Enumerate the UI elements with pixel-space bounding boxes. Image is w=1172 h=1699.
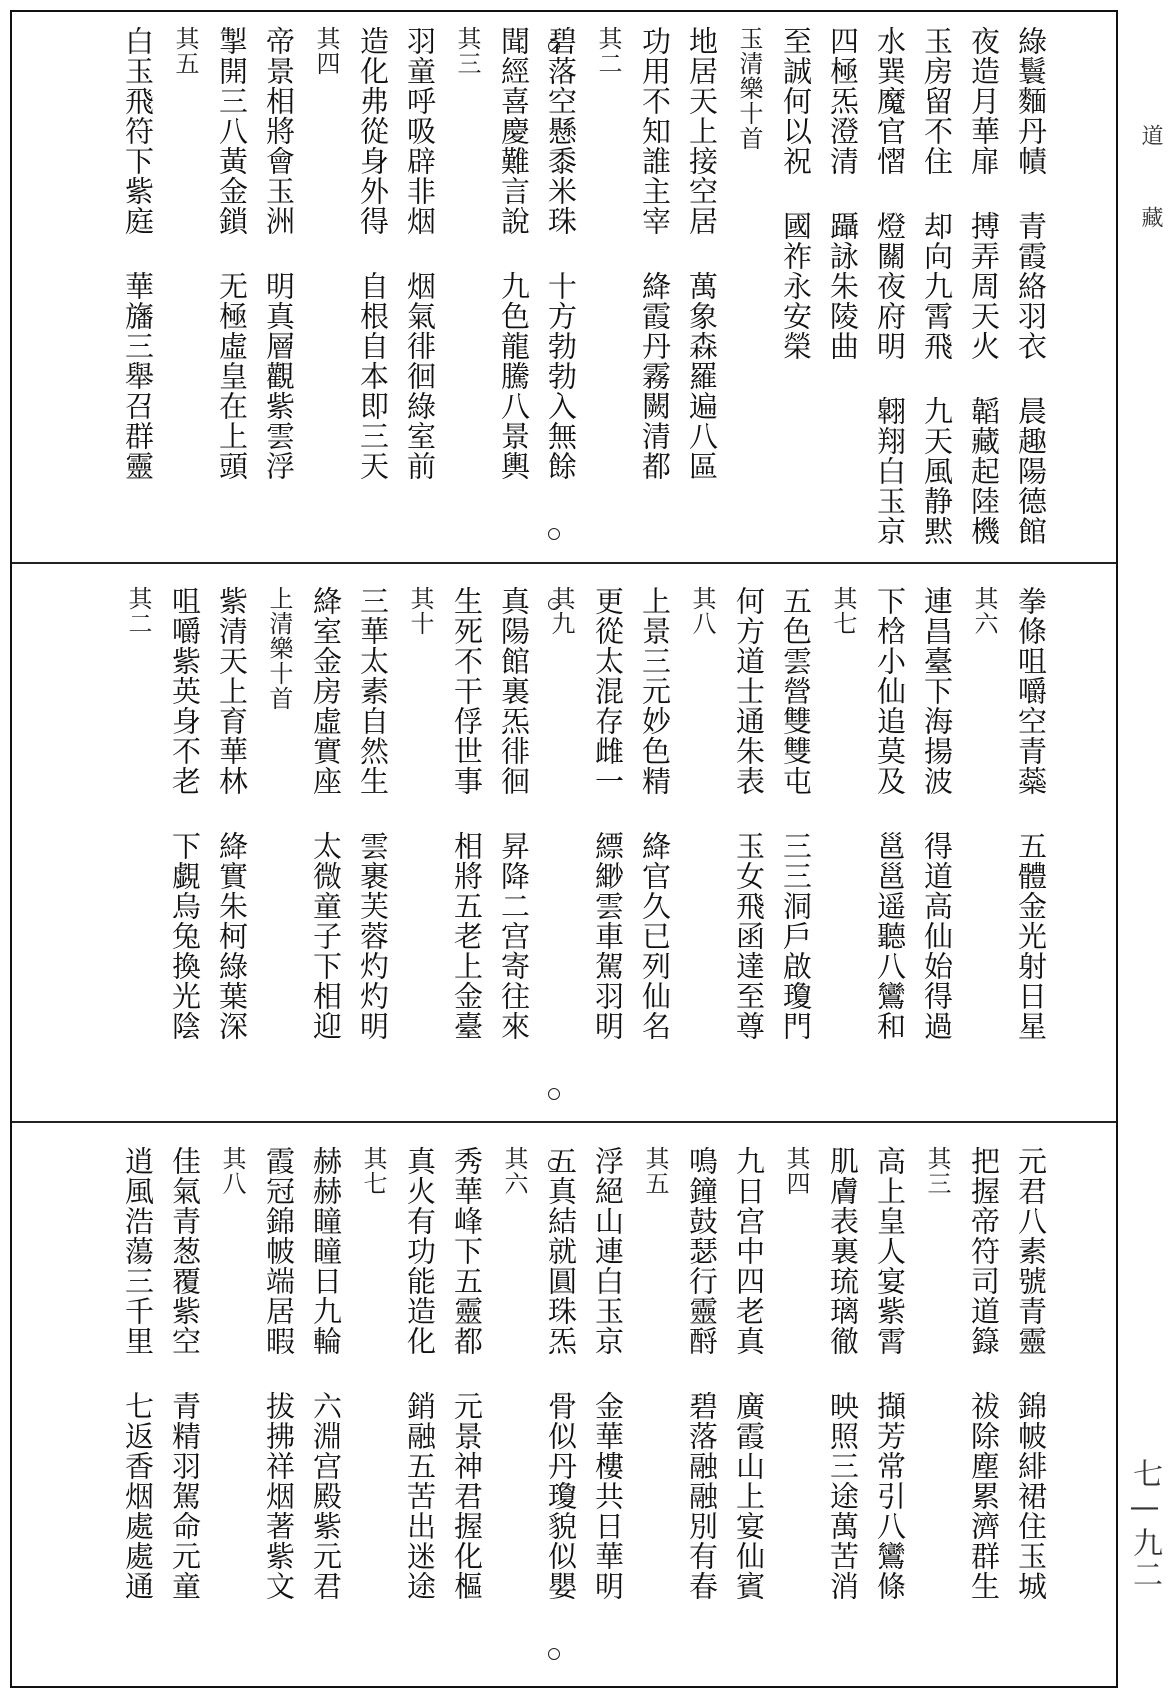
text-column: 把握帝符司道籙 祓除塵累濟群生 [967, 1146, 1001, 1601]
poem-heading: 其四 [782, 1146, 810, 1196]
text-column: 佳氣青葱覆紫空 青精羽駕命元童 [168, 1146, 202, 1601]
text-column: 上景三元妙色精 絳官久已列仙名 [638, 586, 672, 1041]
poem-heading: 其八 [218, 1146, 246, 1196]
text-column: 真火有功能造化 銷融五苦出迷途 [403, 1146, 437, 1601]
text-panel-top [60, 26, 1050, 546]
text-column: 至誠何以祝 國祚永安榮 [779, 26, 813, 361]
register-divider [12, 562, 1116, 564]
text-column: 咀嚼紫英身不老 下覷烏兔換光陰 [168, 586, 202, 1041]
text-column: 逍風浩蕩三千里 七返香烟處處通 [121, 1146, 155, 1601]
poem-heading: 其七 [359, 1146, 387, 1196]
text-column: 玉房留不住 却向九霄飛 九天風静黙 [920, 26, 954, 546]
poem-heading: 其四 [312, 26, 340, 76]
text-column: 霞冠錦帔端居暇 拔拂祥烟著紫文 [262, 1146, 296, 1601]
poem-heading: 玉清樂十首 [735, 26, 763, 151]
poem-heading: 其五 [641, 1146, 669, 1196]
text-column: 夜造月華扉 搏弄周天火 韜藏起陸機 [967, 26, 1001, 546]
text-column: 帝景相將會玉洲 明真層觀紫雲浮 [262, 26, 296, 481]
text-panel-middle [60, 586, 1050, 1106]
text-column: 浮絕山連白玉京 金華樓共日華明 [591, 1146, 625, 1601]
poem-heading: 其六 [500, 1146, 528, 1196]
page-number: 七—九二 [1127, 1458, 1162, 1591]
text-panel-bottom [60, 1146, 1050, 1666]
text-column: 功用不知誰主宰 絳霞丹霧闕清都 [638, 26, 672, 481]
text-column: 下梒小仙追莫及 邕邕遥聽八鸞和 [873, 586, 907, 1041]
text-column: 高上皇人宴紫霄 擷芳常引八鸞條 [873, 1146, 907, 1601]
text-column: 三華太素自然生 雲裹芙蓉灼灼明 [356, 586, 390, 1041]
poem-heading: 其八 [688, 586, 716, 636]
poem-heading: 其五 [171, 26, 199, 76]
text-column: 赫赫瞳瞳日九輪 六淵宫殿紫元君 [309, 1146, 343, 1601]
text-column: 五色雲營雙雙屯 三三洞戶啟瓊門 [779, 586, 813, 1041]
text-column: 碧落空懸黍米珠 十方勃勃入無餘 [544, 26, 578, 481]
poem-heading: 其七 [829, 586, 857, 636]
poem-heading: 上清樂十首 [265, 586, 293, 711]
text-column: 紫清天上育華林 絳實朱柯綠葉深 [215, 586, 249, 1041]
text-column: 真陽館裏炁徘徊 昇降二宫寄往來 [497, 586, 531, 1041]
text-column: 羽童呼吸辟非烟 烟氣徘徊綠室前 [403, 26, 437, 481]
text-column: 更從太混存雌一 縹緲雲車駕羽明 [591, 586, 625, 1041]
register-divider [12, 1121, 1116, 1123]
text-column: 四極炁澄清 躡詠朱陵曲 [826, 26, 860, 361]
text-column: 白玉飛符下紫庭 華旛三舉召群靈 [121, 26, 155, 481]
text-column: 地居天上接空居 萬象森羅遍八區 [685, 26, 719, 481]
text-column: 綠鬟麵丹幘 青霞絡羽衣 晨趣陽德館 [1014, 26, 1048, 546]
text-column: 秀華峰下五靈都 元景神君握化樞 [450, 1146, 484, 1601]
text-column: 水巽魔官慴 燈關夜府明 翺翔白玉京 [873, 26, 907, 546]
poem-heading: 其六 [970, 586, 998, 636]
poem-heading: 其二 [124, 586, 152, 636]
poem-heading: 其九 [547, 586, 575, 636]
poem-heading: 其三 [453, 26, 481, 76]
poem-heading: 其三 [923, 1146, 951, 1196]
text-column: 鳴鐘鼓瑟行靈酹 碧落融融別有春 [685, 1146, 719, 1601]
poem-heading: 其二 [594, 26, 622, 76]
text-column: 生死不干俘世事 相將五老上金臺 [450, 586, 484, 1041]
text-column: 絳室金房虛實座 太微童子下相迎 [309, 586, 343, 1041]
text-column: 肌膚表裏琉璃徹 映照三途萬苦消 [826, 1146, 860, 1601]
text-column: 拳條咀嚼空青蘂 五體金光射日星 [1014, 586, 1048, 1041]
text-column: 造化弗從身外得 自根自本即三天 [356, 26, 390, 481]
text-column: 五真結就圓珠炁 骨似丹瓊貌似嬰 [544, 1146, 578, 1601]
text-column: 元君八素號青靈 錦帔緋裙住玉城 [1014, 1146, 1048, 1601]
text-column: 何方道士通朱表 玉女飛函達至尊 [732, 586, 766, 1041]
text-column: 聞經喜慶難言說 九色龍騰八景輿 [497, 26, 531, 481]
poem-heading: 其十 [406, 586, 434, 636]
text-column: 九日宫中四老真 廣霞山上宴仙賓 [732, 1146, 766, 1601]
margin-title: 道藏 [1138, 124, 1163, 288]
text-column: 連昌臺下海揚波 得道高仙始得過 [920, 586, 954, 1041]
text-column: 掣開三八黃金鎖 无極虛皇在上頭 [215, 26, 249, 481]
